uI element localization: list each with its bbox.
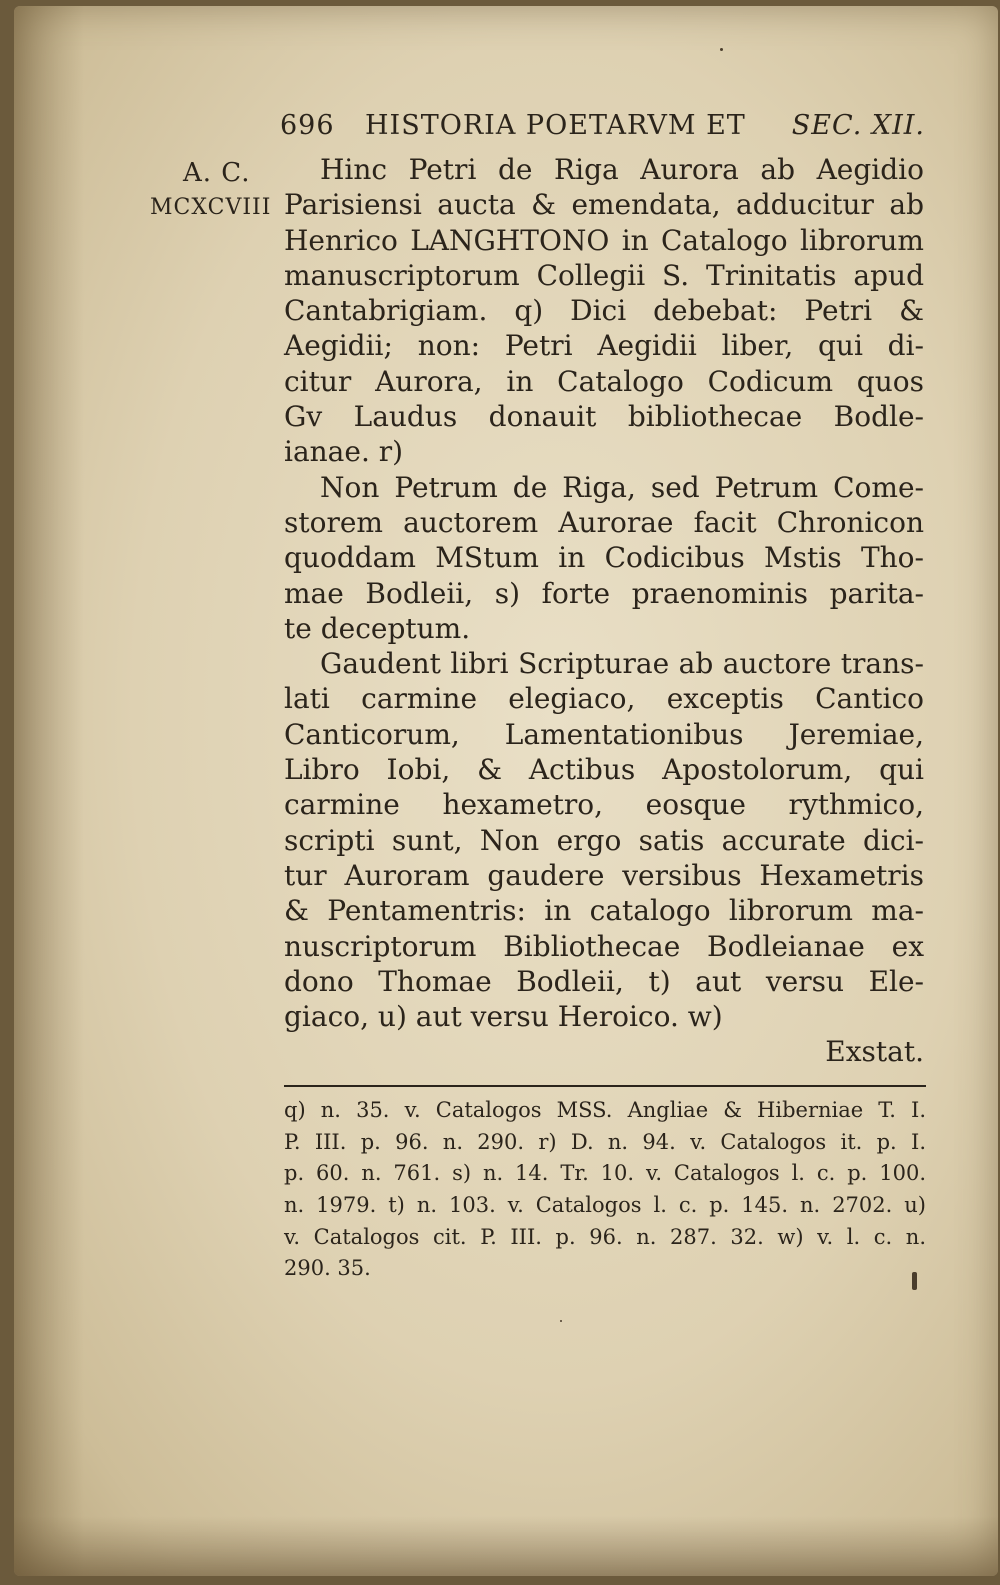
body-line: mae Bodleii, s) forte praenominis parita- bbox=[284, 576, 924, 610]
footnote-rule bbox=[284, 1085, 926, 1087]
body-text bbox=[284, 152, 924, 1070]
body-line: Canticorum, Lamentationibus Jeremiae, bbox=[284, 717, 924, 751]
body-line: Parisiensi aucta & emendata, adducitur ab bbox=[284, 188, 924, 222]
footnote-line: p. 60. n. 761. s) n. 14. Tr. 10. v. Catalogos l. c. p. 100. bbox=[284, 1161, 926, 1186]
body-line: tur Auroram gaudere versibus Hexametris bbox=[284, 858, 924, 892]
body-line: manuscriptorum Collegii S. Trinitatis apud bbox=[284, 258, 924, 292]
body-line: citur Aurora, in Catalogo Codicum quos bbox=[284, 364, 924, 398]
body-line: scripti sunt, Non ergo satis accurate dici- bbox=[284, 823, 924, 857]
body-line: dono Thomae Bodleii, t) aut versu Ele- bbox=[284, 964, 924, 998]
body-line: Libro Iobi, & Actibus Apostolorum, qui bbox=[284, 753, 924, 787]
page-stain-bottom bbox=[14, 1516, 998, 1576]
body-line: Aegidii; non: Petri Aegidii liber, qui di- bbox=[284, 329, 924, 363]
ink-speck bbox=[912, 1272, 917, 1290]
body-line: nuscriptorum Bibliothecae Bodleianae ex bbox=[284, 929, 924, 963]
margin-note-year: MCXCVIII bbox=[150, 195, 272, 220]
footnotes bbox=[284, 1095, 926, 1285]
running-header bbox=[280, 110, 925, 146]
section-label: SEC. XII. bbox=[791, 110, 925, 141]
footnote-line: n. 1979. t) n. 103. v. Catalogos l. c. p. 145. n. 2702. u) bbox=[284, 1193, 926, 1218]
body-line: carmine hexametro, eosque rythmico, bbox=[284, 788, 924, 822]
body-line: & Pentamentris: in catalogo librorum ma- bbox=[284, 894, 924, 928]
body-line: lati carmine elegiaco, exceptis Cantico bbox=[284, 682, 924, 716]
body-line: Henrico LANGHTONO in Catalogo librorum bbox=[284, 223, 924, 257]
body-line: Gv Laudus donauit bibliothecae Bodle- bbox=[284, 400, 924, 434]
body-line: Non Petrum de Riga, sed Petrum Come- bbox=[320, 470, 924, 504]
body-line: te deceptum. bbox=[284, 611, 471, 645]
body-line: Gaudent libri Scripturae ab auctore trans- bbox=[320, 647, 924, 681]
ink-speck bbox=[720, 48, 723, 51]
running-title: HISTORIA POETARVM ET bbox=[365, 110, 746, 141]
body-line: ianae. r) bbox=[284, 435, 404, 469]
footnote-line: q) n. 35. v. Catalogos MSS. Angliae & Hiberniae T. I. bbox=[284, 1098, 926, 1122]
body-line: quoddam MStum in Codicibus Mstis Tho- bbox=[284, 541, 924, 575]
body-line: Hinc Petri de Riga Aurora ab Aegidio bbox=[320, 153, 924, 186]
footnote-line: v. Catalogos cit. P. III. p. 96. n. 287. 32. w) v. l. c. n. bbox=[284, 1224, 926, 1249]
footnote-line: P. III. p. 96. n. 290. r) D. n. 94. v. Catalogos it. p. I. bbox=[284, 1129, 926, 1154]
body-line: giaco, u) aut versu Heroico. w) bbox=[284, 1000, 723, 1034]
body-line: storem auctorem Aurorae facit Chronicon bbox=[284, 505, 924, 539]
margin-note-era: A. C. bbox=[183, 158, 251, 188]
footnote-line: 290. 35. bbox=[284, 1256, 371, 1281]
body-line: Cantabrigiam. q) Dici debebat: Petri & bbox=[284, 294, 924, 328]
page-number: 696 bbox=[280, 110, 335, 141]
ink-speck bbox=[560, 1320, 562, 1322]
page-stain-left bbox=[14, 6, 84, 1576]
catchword: Exstat. bbox=[825, 1035, 924, 1069]
